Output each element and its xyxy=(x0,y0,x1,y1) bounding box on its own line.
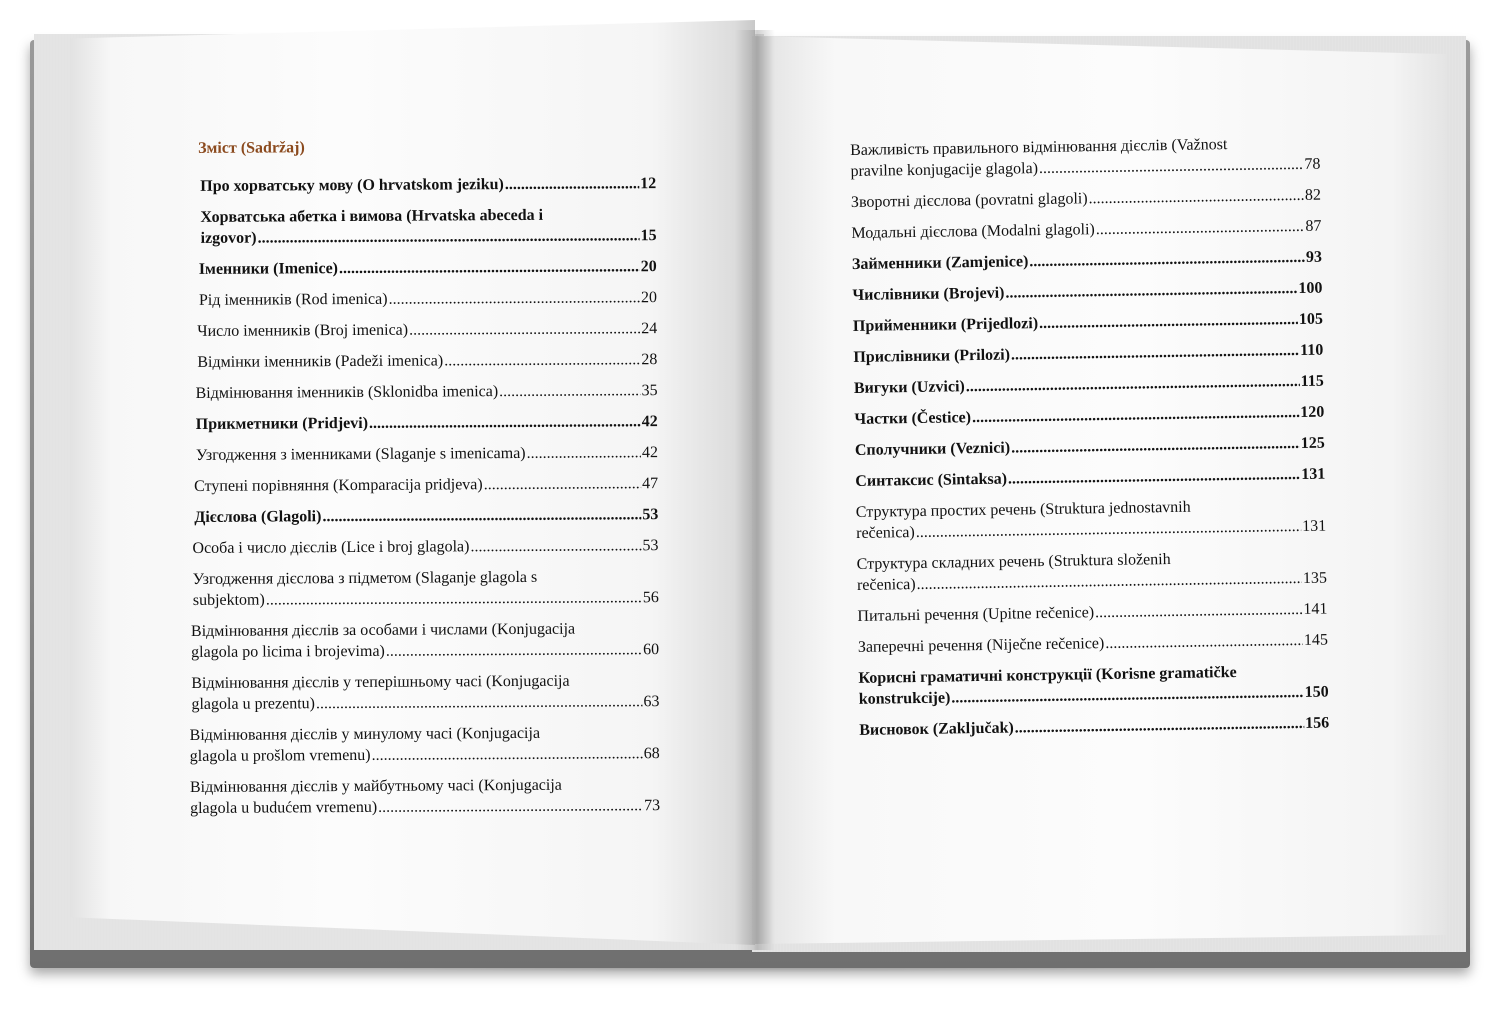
toc-page-number: 110 xyxy=(1300,341,1324,359)
toc-entry-title: izgovor) xyxy=(200,229,257,247)
toc-entry-title: pravilne konjugacije glagola) xyxy=(850,160,1039,180)
toc-entry xyxy=(190,774,660,819)
toc-page-number: 35 xyxy=(641,382,658,400)
toc-entry xyxy=(855,464,1325,492)
dot-leader xyxy=(1005,278,1297,304)
toc-entry-title: Числівники (Brojevi) xyxy=(852,284,1005,304)
toc-entry xyxy=(856,495,1327,544)
dot-leader xyxy=(1008,464,1301,490)
toc-page-number: 73 xyxy=(644,797,661,815)
toc-entry xyxy=(191,670,659,715)
toc-entry-title: Узгодження з іменниками (Slaganje s imenicama) xyxy=(195,444,526,464)
toc-entry-first-line: Відмінювання дієслів у минулому часі (Konjugacija xyxy=(189,724,541,744)
toc-page-number: 20 xyxy=(640,258,657,276)
dot-leader xyxy=(316,691,643,714)
dot-leader xyxy=(1105,630,1303,654)
toc-entry xyxy=(194,504,658,528)
toc-entry-title: Рід іменників (Rod imenica) xyxy=(198,290,388,309)
dot-leader xyxy=(444,349,640,371)
dot-leader xyxy=(1015,713,1305,739)
toc-page-number: 20 xyxy=(640,289,658,307)
dot-leader xyxy=(1011,340,1300,366)
toc-entry-title: Вигуки (Uzvici) xyxy=(853,378,965,397)
dot-leader xyxy=(527,442,641,464)
toc-entry-first-line: Структура простих речень (Struktura jednostavnih xyxy=(855,498,1191,521)
toc-page-number: 68 xyxy=(643,745,660,763)
toc-entry xyxy=(200,173,656,197)
toc-entry xyxy=(850,133,1321,182)
toc-entry-title: glagola u budućem vremenu) xyxy=(190,798,378,817)
book-gutter xyxy=(735,30,775,950)
toc-entry-title: Прийменники (Prijedlozi) xyxy=(852,315,1039,335)
toc-entry-first-line: Важливість правильного відмінювання дієслів (Važnost xyxy=(850,136,1228,159)
toc-entry-title: rečenica) xyxy=(856,576,916,594)
toc-entry xyxy=(191,618,659,663)
toc-page-number: 125 xyxy=(1300,434,1325,452)
dot-leader xyxy=(378,795,643,818)
toc-entry-first-line: Узгодження дієслова з підметом (Slaganje glagola s xyxy=(192,568,538,588)
toc-entry-title: Дієслова (Glagoli) xyxy=(194,508,322,526)
toc-page-number: 15 xyxy=(640,227,657,245)
toc-entry-title: Число іменників (Broj imenica) xyxy=(197,321,409,340)
toc-entry-title: Прикметники (Pridjevi) xyxy=(195,414,369,433)
toc-entry xyxy=(853,340,1323,368)
toc-entry-title: glagola u prošlom vremenu) xyxy=(189,746,371,765)
toc-entry xyxy=(193,566,659,611)
toc-entry-title: Сполучники (Veznici) xyxy=(854,439,1011,459)
toc-entry xyxy=(196,442,658,466)
dot-leader xyxy=(372,743,643,766)
toc-page-number: 156 xyxy=(1305,714,1330,732)
toc-entry xyxy=(199,256,657,280)
dot-leader xyxy=(1011,433,1300,459)
toc-entry xyxy=(858,630,1328,658)
toc-entry-title: Прислівники (Prilozi) xyxy=(853,346,1011,366)
toc-entry-title: Займенники (Zamjenice) xyxy=(851,253,1029,273)
toc-entry-first-line: Структура складних речень (Struktura složenih xyxy=(856,551,1171,573)
toc-entry xyxy=(197,349,657,373)
toc-entry xyxy=(195,380,657,404)
dot-leader xyxy=(322,504,641,527)
toc-page-number: 105 xyxy=(1298,310,1324,328)
dot-leader xyxy=(1039,309,1298,334)
toc-entry-title: Відмінювання іменників (Sklonidba imenica) xyxy=(195,383,499,402)
toc-entry-title: glagola u prezentu) xyxy=(191,695,315,713)
toc-page-number: 42 xyxy=(641,413,658,431)
toc-page-number: 47 xyxy=(642,475,659,493)
dot-leader xyxy=(1088,185,1304,209)
toc-entry-title: Зворотні дієслова (povratni glagoli) xyxy=(850,190,1088,211)
toc-page-number: 53 xyxy=(642,537,659,555)
toc-page-number: 53 xyxy=(642,506,659,524)
toc-entry-title: Особа і число дієслів (Lice i broj glagola) xyxy=(192,538,470,557)
dot-leader xyxy=(951,682,1304,709)
toc-page-number: 63 xyxy=(643,693,660,711)
toc-entry-title: Відмінки іменників (Padeži imenica) xyxy=(197,352,444,371)
dot-leader xyxy=(1029,247,1305,272)
dot-leader xyxy=(966,371,1300,397)
toc-entry xyxy=(851,216,1321,244)
dot-leader xyxy=(409,318,640,340)
dot-leader xyxy=(266,587,642,610)
toc-entry xyxy=(194,473,658,497)
toc-entry-title: Частки (Čestice) xyxy=(854,409,972,428)
toc-entry xyxy=(200,204,656,249)
toc-entry-first-line: Хорватська абетка і вимова (Hrvatska abeceda i xyxy=(200,206,544,226)
dot-leader xyxy=(1039,154,1304,179)
toc-page-number: 87 xyxy=(1305,217,1322,235)
dot-leader xyxy=(369,411,641,434)
toc-page-number: 131 xyxy=(1301,465,1326,483)
toc-page-number: 145 xyxy=(1303,631,1329,649)
toc-page-number: 115 xyxy=(1300,372,1324,390)
toc-title: Зміст (Sadržaj) xyxy=(197,139,305,157)
dot-leader xyxy=(499,380,641,402)
dot-leader xyxy=(470,535,641,557)
toc-entry-first-line: Відмінювання дієслів у теперішньому часі (Konjugacija xyxy=(191,672,570,692)
toc-entry-title: konstrukcije) xyxy=(858,689,951,708)
toc-entry-title: Ступені порівняння (Komparacija pridjeva) xyxy=(194,476,483,495)
toc-entry-title: Висновок (Zaključak) xyxy=(859,719,1014,739)
toc-entry xyxy=(857,599,1327,627)
toc-entry xyxy=(854,402,1324,430)
dot-leader xyxy=(484,473,642,495)
dot-leader xyxy=(339,256,640,279)
dot-leader xyxy=(505,173,640,195)
toc-page-number: 150 xyxy=(1304,683,1329,701)
toc-entry xyxy=(199,287,657,311)
toc-page-number: 78 xyxy=(1304,155,1321,173)
toc-page-number: 12 xyxy=(640,175,657,193)
toc-entry xyxy=(857,547,1328,596)
toc-page-number: 100 xyxy=(1298,279,1323,297)
toc-page-number: 60 xyxy=(643,641,660,659)
toc-entry-first-line: Відмінювання дієслів у майбутньому часі (Konjugacija xyxy=(189,776,562,796)
toc-page-number: 120 xyxy=(1300,403,1325,421)
toc-entry-title: Синтаксис (Sintaksa) xyxy=(855,470,1008,490)
dot-leader xyxy=(1096,216,1305,240)
toc-page-number: 28 xyxy=(641,351,658,369)
toc-entry xyxy=(190,722,660,767)
toc-entry-first-line: Відмінювання дієслів за особами і числами (Konjugacija xyxy=(190,620,576,640)
toc-page-number: 93 xyxy=(1305,248,1323,266)
toc-entry xyxy=(852,247,1322,275)
toc-entry-title: Про хорватську мову (O hrvatskom jeziku) xyxy=(200,176,504,195)
toc-entry xyxy=(855,433,1325,461)
toc-page-number: 135 xyxy=(1302,569,1328,587)
toc-page-number: 131 xyxy=(1301,517,1327,535)
toc-entry xyxy=(859,713,1329,741)
toc-entry-title: Заперечні речення (Niječne rečenice) xyxy=(857,635,1105,656)
toc-entry-title: rečenica) xyxy=(856,524,915,542)
toc-entry xyxy=(854,371,1324,399)
dot-leader xyxy=(389,287,641,310)
toc-entry xyxy=(853,309,1323,337)
toc-left-column xyxy=(186,137,660,829)
toc-page-number: 24 xyxy=(641,320,658,338)
toc-entry-title: subjektom) xyxy=(192,591,265,609)
toc-page-number: 82 xyxy=(1304,186,1322,204)
toc-entry-title: Іменники (Imenice) xyxy=(198,260,339,278)
dot-leader xyxy=(1095,599,1303,623)
toc-entry-first-line: Корисні граматичні конструкції (Korisne gramatičke xyxy=(858,663,1237,687)
toc-entry-title: Модальні дієслова (Modalni glagoli) xyxy=(851,221,1095,242)
toc-entry xyxy=(197,318,657,342)
toc-entry xyxy=(196,411,658,435)
toc-entry-title: Питальні речення (Upitne rečenice) xyxy=(857,604,1095,625)
toc-page-number: 42 xyxy=(641,444,658,462)
toc-entry xyxy=(858,661,1329,710)
toc-entry xyxy=(851,185,1321,213)
toc-entry xyxy=(852,278,1322,306)
dot-leader xyxy=(972,402,1300,428)
toc-right-column xyxy=(850,133,1330,751)
toc-page-number: 141 xyxy=(1303,600,1328,618)
toc-page-number: 56 xyxy=(642,589,659,607)
dot-leader xyxy=(258,225,640,248)
dot-leader xyxy=(386,639,642,662)
toc-entry xyxy=(192,535,658,559)
toc-entry-title: glagola po licima i brojevima) xyxy=(191,642,385,661)
